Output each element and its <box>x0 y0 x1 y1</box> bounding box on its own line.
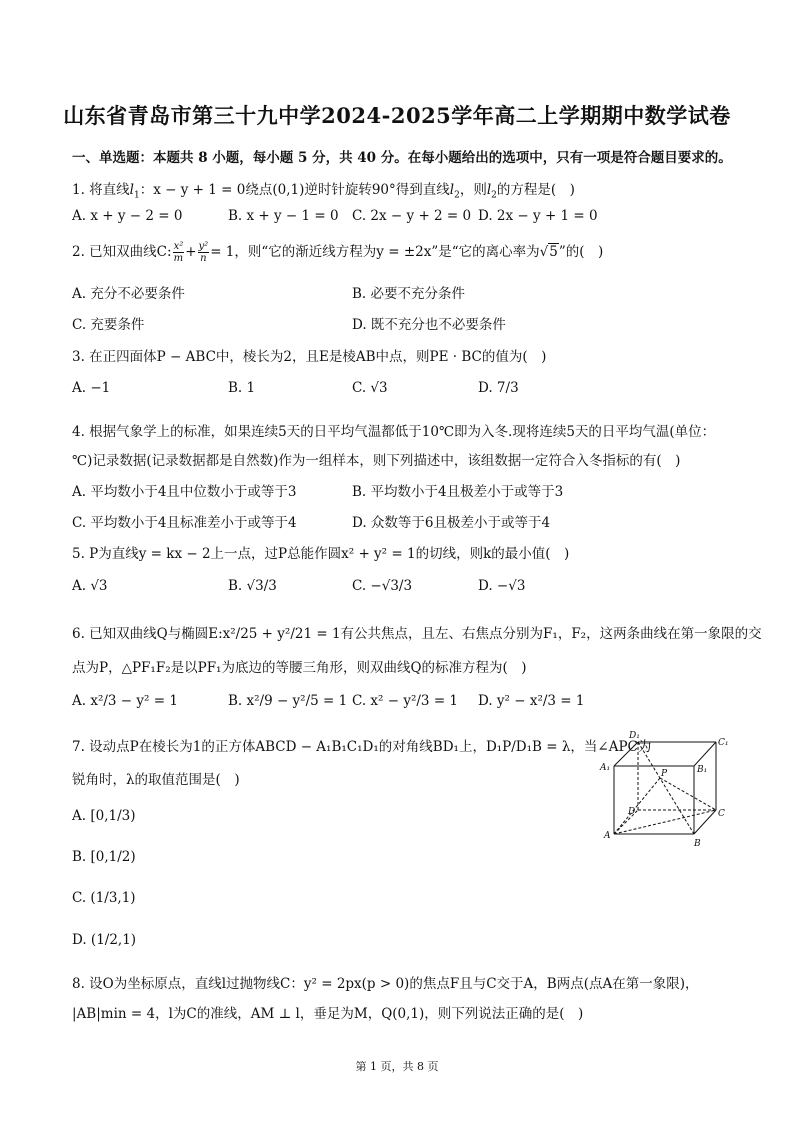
question-3-option-c: C. √3 <box>352 380 388 396</box>
question-2-option-c: C. 充要条件 <box>72 317 145 333</box>
question-1-option-b: B. x + y − 1 = 0 <box>228 208 339 224</box>
page-footer: 第 1 页，共 8 页 <box>355 1060 439 1073</box>
question-7-option-a: A. [0,1/3) <box>72 808 136 824</box>
question-6-option-a: A. x²/3 − y² = 1 <box>72 693 178 709</box>
question-1-option-c: C. 2x − y + 2 = 0 <box>352 208 472 224</box>
question-2-option-b: B. 必要不充分条件 <box>352 286 466 302</box>
question-4-option-d: D. 众数等于6且极差小于或等于4 <box>352 515 551 531</box>
question-2-option-d: D. 既不充分也不必要条件 <box>352 317 506 333</box>
question-5-stem: 5. P为直线y = kx − 2上一点，过P总能作圆x² + y² = 1的切线，则k的最小值( ) <box>72 546 570 562</box>
question-6-option-d: D. y² − x²/3 = 1 <box>478 693 585 709</box>
fraction-y2-over-n: $\frac{\text{y²}}{n}$ <box>198 241 209 264</box>
question-2-option-a: A. 充分不必要条件 <box>72 286 185 302</box>
question-7-option-b: B. [0,1/2) <box>72 849 136 865</box>
label-a1: A₁ <box>600 763 611 773</box>
cube-edge <box>614 742 638 766</box>
question-3-stem: 3. 在正四面体P − ABC中，棱长为2，且E是棱AB中点，则PE · BC的值为( ) <box>72 349 547 365</box>
question-5-option-b: B. √3/3 <box>228 578 277 594</box>
label-b: B <box>694 839 701 849</box>
question-4-stem-line1: 4. 根据气象学上的标准，如果连续5天的日平均气温都低于10℃即为入冬.现将连续5天的日平均气温(单位： <box>72 424 716 440</box>
question-5-option-a: A. √3 <box>72 578 108 594</box>
question-1-stem: 1. 将直线$l_1$：x − y + 1 = 0绕点(0,1)逆时针旋转90°得到直线$l_2$，则$l_2$的方程是( ) <box>72 182 575 201</box>
question-4-option-a: A. 平均数小于4且中位数小于或等于3 <box>72 484 297 500</box>
page-title: 山东省青岛市第三十九中学2024-2025学年高二上学期期中数学试卷 <box>63 103 731 128</box>
label-d: D <box>628 807 636 817</box>
cube-figure <box>598 726 728 854</box>
question-7-option-c: C. (1/3,1) <box>72 890 136 906</box>
diagonal-bd1 <box>638 742 694 834</box>
question-6-stem-line1: 6. 已知双曲线Q与椭圆E:x²/25 + y²/21 = 1有公共焦点，且左、右焦点分别为F₁，F₂，这两条曲线在第一象限的交 <box>72 626 762 642</box>
section-heading: 一、单选题：本题共 8 小题，每小题 5 分，共 40 分。在每小题给出的选项中，只有一项是符合题目要求的。 <box>72 150 732 166</box>
question-5-option-d: D. −√3 <box>478 578 526 594</box>
label-c1: C₁ <box>718 738 728 748</box>
question-1-option-a: A. x + y − 2 = 0 <box>72 208 183 224</box>
question-4-stem-line2: ℃)记录数据(记录数据都是自然数)作为一组样本，则下列描述中，该组数据一定符合入冬指标的有( ) <box>72 453 681 469</box>
question-3-option-b: B. 1 <box>228 380 256 396</box>
label-d1: D₁ <box>629 731 640 741</box>
label-p: P <box>661 769 668 779</box>
label-c: C <box>718 809 725 819</box>
question-3-option-a: A. −1 <box>72 380 111 396</box>
question-6-option-c: C. x² − y²/3 = 1 <box>352 693 459 709</box>
question-6-stem-line2: 点为P，△PF₁F₂是以PF₁为底边的等腰三角形，则双曲线Q的标准方程为( ) <box>72 660 527 676</box>
question-5-option-c: C. −√3/3 <box>352 578 413 594</box>
segment-pc <box>660 778 716 810</box>
question-8-stem-line1: 8. 设O为坐标原点，直线l过抛物线C：y² = 2px(p > 0)的焦点F且与C交于A，B两点(点A在第一象限)， <box>72 976 699 992</box>
question-3-option-d: D. 7/3 <box>478 380 519 396</box>
question-7-option-d: D. (1/2,1) <box>72 932 137 948</box>
question-1-option-d: D. 2x − y + 1 = 0 <box>478 208 598 224</box>
segment-pa <box>614 778 660 834</box>
cube-edge <box>694 742 716 766</box>
question-7-stem-line2: 锐角时，λ的取值范围是( ) <box>72 772 240 788</box>
question-2-stem: 2. 已知双曲线C: $\frac{\text{x²}}{m}$ + $\frac{\text{y²}}{n}$ = 1，则“它的渐近线方程为y = ±2x”是“它的离心率为√5”的( ) <box>72 241 604 264</box>
fraction-x2-over-m: $\frac{\text{x²}}{m}$ <box>173 241 184 264</box>
question-4-option-b: B. 平均数小于4且极差小于或等于3 <box>352 484 564 500</box>
question-6-option-b: B. x²/9 − y²/5 = 1 <box>228 693 348 709</box>
label-a: A <box>604 831 611 841</box>
cube-edge <box>694 810 716 834</box>
question-7-stem-line1: 7. 设动点P在棱长为1的正方体ABCD − A₁B₁C₁D₁的对角线BD₁上，D₁P/D₁B = λ，当∠APC为 <box>72 739 652 755</box>
question-8-stem-line2: |AB|min = 4，l为C的准线，AM ⊥ l，垂足为M，Q(0,1)，则下列说法正确的是( ) <box>72 1006 584 1022</box>
label-b1: B₁ <box>697 765 708 775</box>
question-4-option-c: C. 平均数小于4且标准差小于或等于4 <box>72 515 297 531</box>
